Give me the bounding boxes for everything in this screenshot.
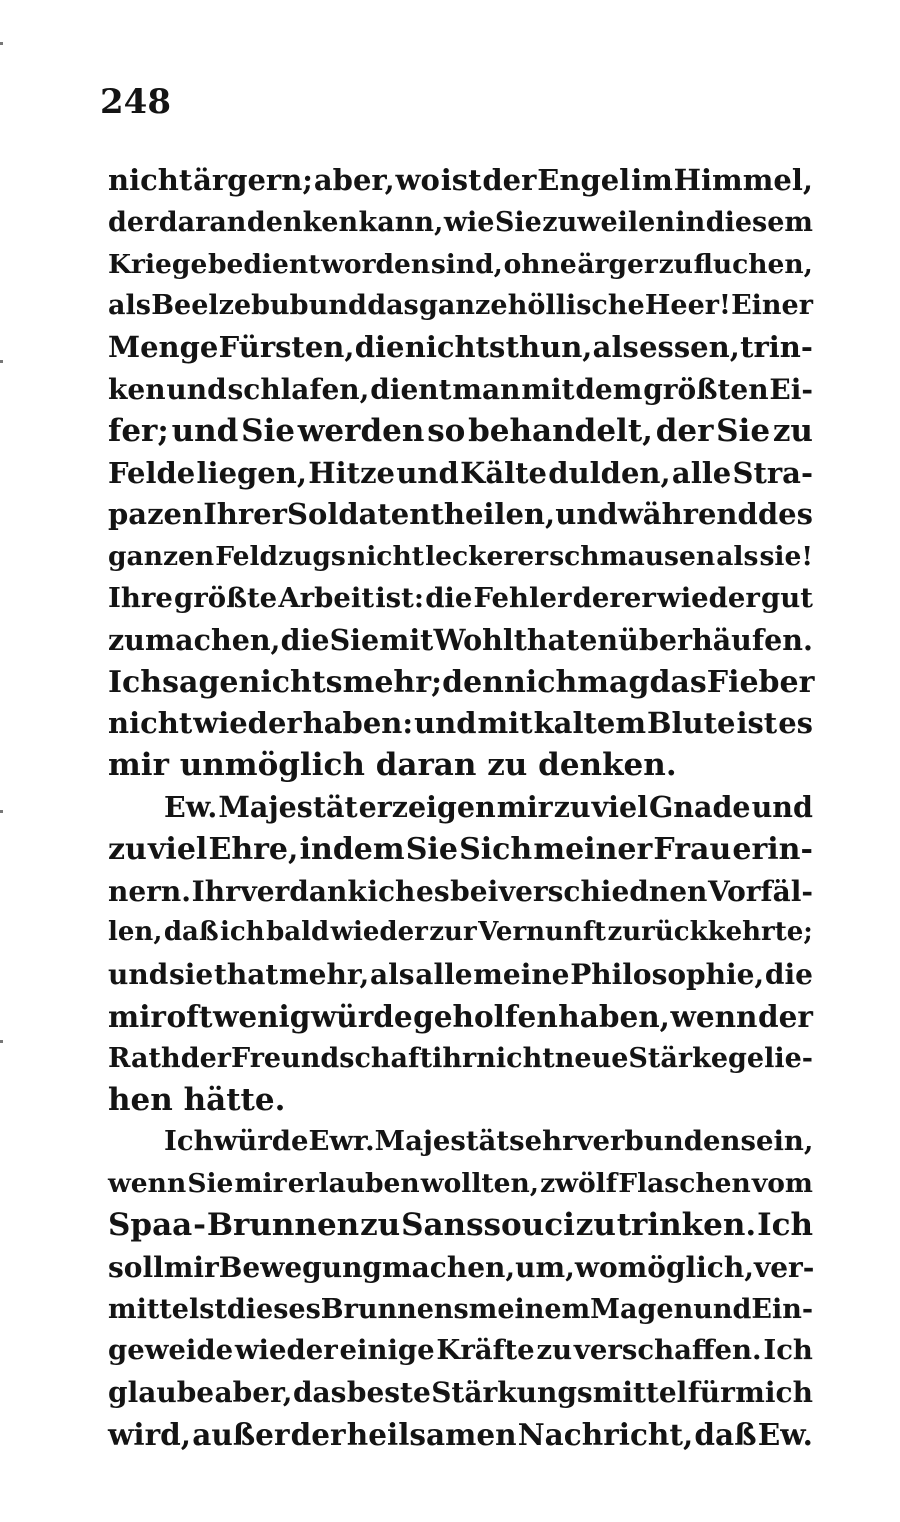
- text-line: hen hätte.: [108, 1081, 286, 1118]
- text-line: und sie that mehr, als alle meine Philosophie, die: [108, 958, 813, 992]
- text-line: der daran denken kann, wie Sie zuweilen in diesem: [108, 206, 813, 238]
- edge-mark: [0, 360, 3, 363]
- text-line: als Beelzebub und das ganze höllische Heer! Einer: [108, 290, 813, 322]
- text-line: nicht ärgern; aber, wo ist der Engel im Himmel,: [108, 163, 813, 197]
- text-line: Menge Fürsten, die nichts thun, als essen, trin-: [108, 330, 813, 365]
- text-line: Ihre größte Arbeit ist: die Fehler derer wieder gut: [108, 581, 813, 614]
- page-number: 248: [100, 82, 171, 122]
- text-body: [108, 160, 813, 1456]
- text-line: len, daß ich bald wieder zur Vernunft zurückkehrte;: [108, 917, 813, 948]
- text-line: Ew. Majestät erzeigen mir zu viel Gnade und: [164, 789, 813, 824]
- text-line: ganzen Feldzugs nicht leckerer schmausen als sie!: [108, 541, 813, 573]
- text-line: zu machen, die Sie mit Wohlthaten überhäufen.: [108, 622, 813, 657]
- text-line: nern. Ihr verdank ich es bei verschiednen Vorfäl-: [108, 874, 813, 908]
- text-line: Felde liegen, Hitze und Kälte dulden, alle Stra-: [108, 455, 813, 490]
- edge-mark: [0, 42, 3, 45]
- text-line: Spaa - Brunnen zu Sanssouci zu trinken. Ich: [108, 1206, 813, 1243]
- text-line: Kriege bedient worden sind, ohne ärger zu fluchen,: [108, 248, 813, 280]
- text-line: wird, außer der heilsamen Nachricht, daß Ew.: [108, 1416, 813, 1452]
- text-line: ken und schlafen, dient man mit dem größten Ei-: [108, 372, 813, 406]
- text-line: fer; und Sie werden so behandelt, der Sie zu: [108, 412, 813, 449]
- text-line: Ich sage nichts mehr; denn ich mag das Fieber: [108, 664, 815, 700]
- text-line: mittelst dieses Brunnens meinem Magen und Ein-: [108, 1293, 814, 1325]
- edge-mark: [0, 1040, 3, 1043]
- text-line: pazen Ihrer Soldaten theilen, und während des: [108, 497, 813, 532]
- text-line: mir oft wenig würde geholfen haben, wenn der: [108, 998, 813, 1034]
- text-line: soll mir Bewegung machen, um, wo möglich, ver-: [108, 1250, 815, 1284]
- text-line: mir unmöglich daran zu denken.: [108, 747, 677, 784]
- edge-mark: [0, 810, 3, 813]
- text-line: zu viel Ehre, indem Sie Sich meiner Frau erin-: [108, 831, 813, 867]
- text-line: Rath der Freundschaft ihr nicht neue Stärke gelie-: [108, 1042, 813, 1074]
- text-line: wenn Sie mir erlauben wollten, zwölf Flaschen vom: [108, 1168, 813, 1200]
- text-line: Ich würde Ewr. Majestät sehr verbunden sein,: [164, 1125, 814, 1158]
- text-line: nicht wieder haben: und mit kaltem Blute ist es: [108, 706, 813, 741]
- text-line: geweide wieder einige Kräfte zu verschaffen. Ich: [108, 1334, 813, 1367]
- text-line: glaube aber, das beste Stärkungsmittel für mich: [108, 1376, 813, 1410]
